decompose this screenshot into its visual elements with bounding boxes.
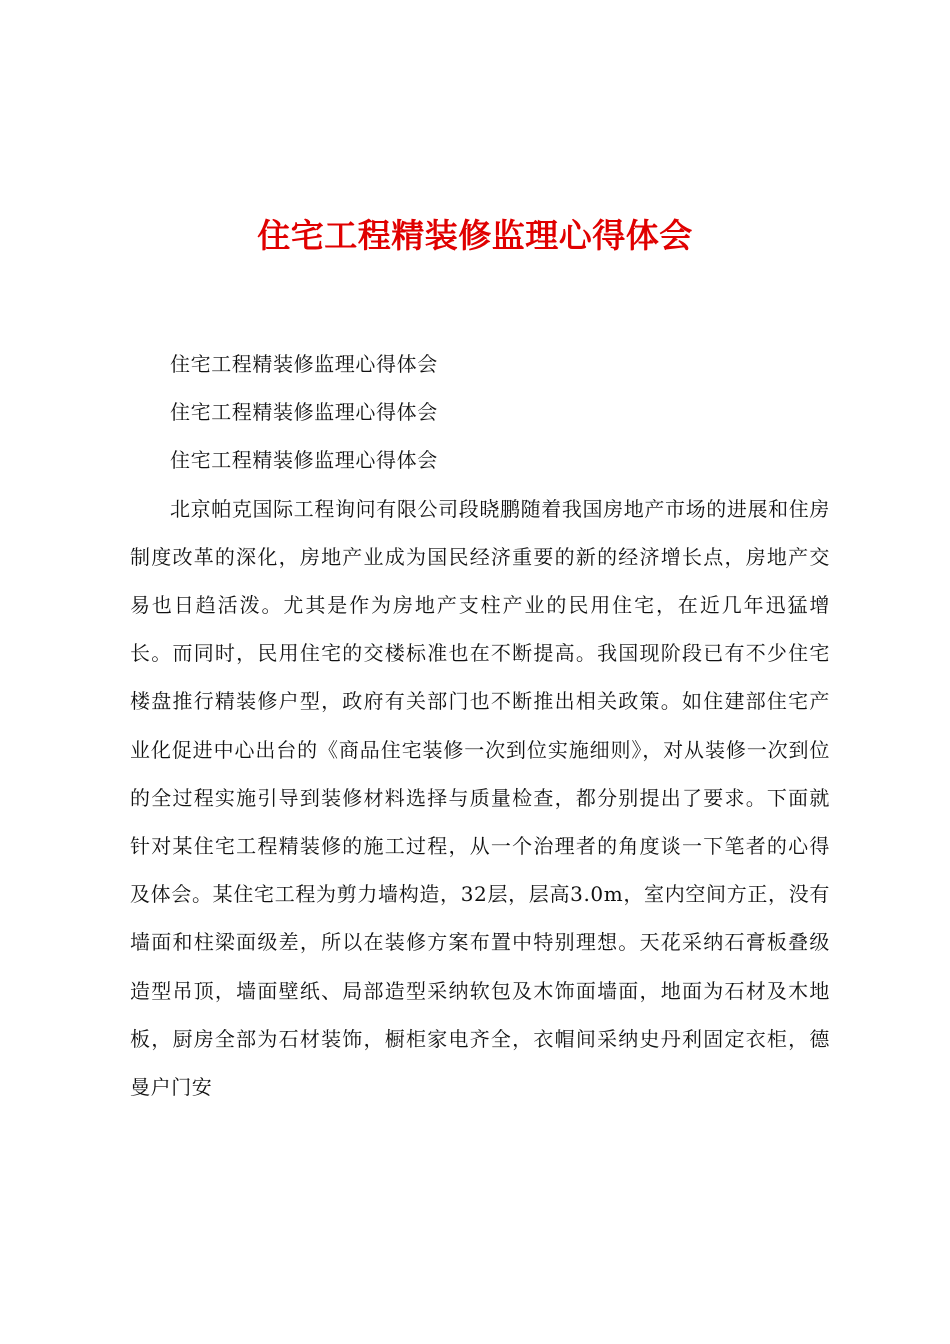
paragraph-subtitle-1: 住宅工程精装修监理心得体会 xyxy=(170,352,438,376)
paragraph-subtitle-2: 住宅工程精装修监理心得体会 xyxy=(170,400,438,425)
document-body xyxy=(130,340,830,1111)
paragraph-main-body: 北京帕克国际工程询问有限公司段晓鹏随着我国房地产市场的进展和住房制度改革的深化，房地产业成为国民经济重要的新的经济增长点，房地产交易也日趋活泼。尤其是作为房地产支柱产业的民用住宅，在近几年迅猛增长。而同时，民用住宅的交楼标准也在不断提高。我国现阶段已有不少住宅楼盘推行精装修户型，政府有关部门也不断推出相关政策。如住建部住宅产业化促进中心出台的《商品住宅装修一次到位实施细则》，对从装修一次到位的全过程实施引导到装修材料选择与质量检查，都分别提出了要求。下面就针对某住宅工程精装修的施工过程，从一个治理者的角度谈一下笔者的心得及体会。某住宅工程为剪力墙构造，32层，层高3.0m，室内空间方正，没有墙面和柱梁面级差，所以在装修方案布置中特别理想。天花采纳石膏板叠级造型吊顶，墙面壁纸、局部造型采纳软包及木饰面墙面，地面为石材及木地板，厨房全部为石材装饰，橱柜家电齐全，衣帽间采纳史丹利固定衣柜，德曼户门安 xyxy=(130,496,830,1100)
document-title: 住宅工程精装修监理心得体会 xyxy=(257,216,693,255)
paragraph-subtitle-3: 住宅工程精装修监理心得体会 xyxy=(170,448,438,473)
